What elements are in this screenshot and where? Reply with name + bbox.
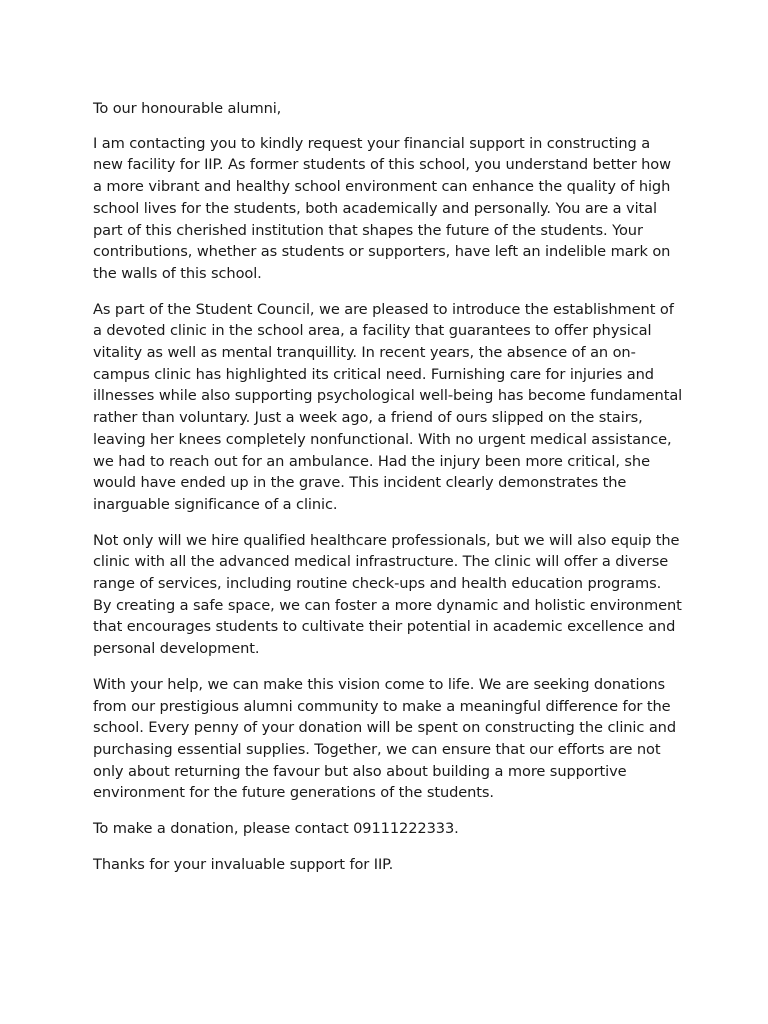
salutation: To our honourable alumni, [93, 100, 282, 117]
contact-line: To make a donation, please contact 09111222333. [93, 820, 459, 838]
paragraph-donation-appeal: With your help, we can make this vision come to life. We are seeking donations from our prestigious alumni community to make a meaningful difference for the school. Every penny of your donation will be spent on constructing the clinic and purchasing essential supplies. Together, we can ensure that our efforts are not only about returning the favour but also about building a more supportive environment for the future generations of the students. [93, 675, 676, 802]
paragraph-clinic-services: Not only will we hire qualified healthcare professionals, but we will also equip the clinic with all the advanced medical infrastructure. The clinic will offer a diverse range of services, including routine check-ups and health education programs. By creating a safe space, we can foster a more dynamic and holistic environment that encourages students to cultivate their potential in academic excellence and personal development. [93, 531, 682, 658]
closing-line: Thanks for your invaluable support for IIP. [93, 855, 394, 873]
paragraph-request: I am contacting you to kindly request your financial support in constructing a new facility for IIP. As former students of this school, you understand better how a more vibrant and healthy school environment can enhance the quality of high school lives for the students, both academically and personally. You are a vital part of this cherished institution that shapes the future of the students. Your contributions, whether as students or supporters, have left an indelible mark on the walls of this school. [93, 134, 671, 282]
paragraph-clinic-introduction: As part of the Student Council, we are pleased to introduce the establishment of a devoted clinic in the school area, a facility that guarantees to offer physical vitality as well as mental tranquillity. In recent years, the absence of an on-campus clinic has highlighted its critical need. Furnishing care for injuries and illnesses while also supporting psychological well-being has become fundamental rather than voluntary. Just a week ago, a friend of ours slipped on the stairs, leaving her knees completely nonfunctional. With no urgent medical assistance, we had to reach out for an ambulance. Had the injury been more critical, she would have ended up in the grave. This incident clearly demonstrates the inarguable significance of a clinic. [93, 300, 683, 513]
letter-body [93, 98, 683, 890]
